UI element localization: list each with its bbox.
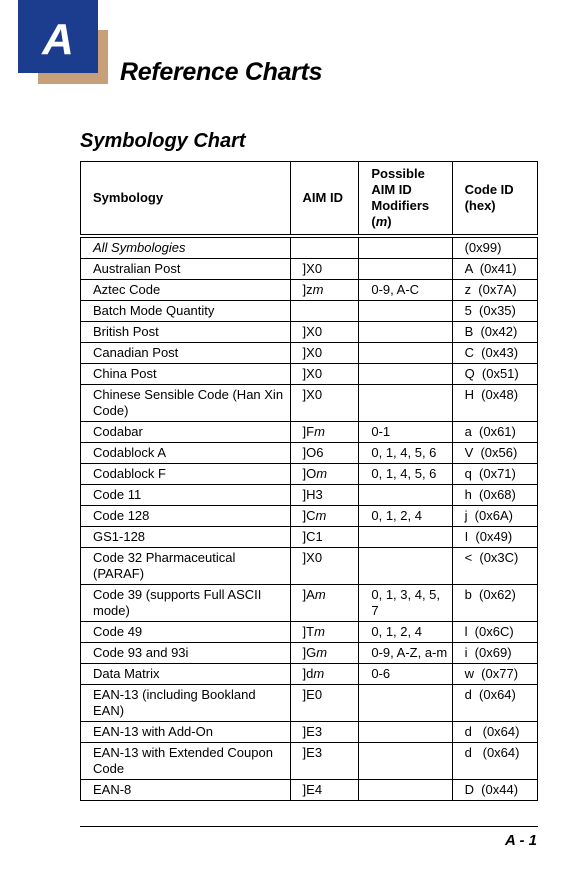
aim-id-prefix: ]X0 [302, 550, 323, 565]
header-modifiers: Possible AIM ID Modifiers (m) [359, 162, 452, 237]
table-row [81, 722, 538, 743]
cell-aim-id [290, 527, 359, 548]
cell-aim-id [290, 722, 359, 743]
cell-symbology: EAN-8 [81, 780, 291, 801]
cell-symbology: Code 93 and 93i [81, 643, 291, 664]
cell-symbology: Code 32 Pharmaceutical (PARAF) [81, 548, 291, 585]
cell-aim-id [290, 385, 359, 422]
aim-id-prefix: ]X0 [302, 261, 323, 276]
aim-id-modifier: m [314, 424, 325, 439]
aim-id-modifier: m [314, 624, 325, 639]
cell-symbology: China Post [81, 364, 291, 385]
table-row [81, 527, 538, 548]
footer-rule [80, 826, 538, 827]
cell-aim-id [290, 422, 359, 443]
cell-code-id: l (0x6C) [452, 622, 537, 643]
aim-id-prefix: ]E0 [302, 687, 323, 702]
cell-code-id: d (0x64) [452, 685, 537, 722]
cell-modifiers: 0, 1, 4, 5, 6 [359, 443, 452, 464]
header-symbology: Symbology [81, 162, 291, 237]
table-row [81, 664, 538, 685]
cell-aim-id [290, 301, 359, 322]
aim-id-modifier: m [316, 645, 328, 660]
cell-symbology: Aztec Code [81, 280, 291, 301]
cell-code-id: A (0x41) [452, 259, 537, 280]
aim-id-prefix: ]E3 [302, 724, 323, 739]
cell-aim-id [290, 506, 359, 527]
cell-modifiers [359, 722, 452, 743]
table-row [81, 422, 538, 443]
cell-code-id: H (0x48) [452, 385, 537, 422]
cell-modifiers: 0-9, A-C [359, 280, 452, 301]
cell-modifiers [359, 259, 452, 280]
table-row [81, 322, 538, 343]
table-body [81, 236, 538, 801]
aim-id-prefix: ]X0 [302, 387, 323, 402]
table-row [81, 685, 538, 722]
cell-aim-id [290, 664, 359, 685]
header-modifiers-m: m [375, 214, 388, 229]
table-header-row [81, 162, 538, 237]
cell-code-id: B (0x42) [452, 322, 537, 343]
cell-symbology: Code 39 (supports Full ASCII mode) [81, 585, 291, 622]
table-row [81, 548, 538, 585]
cell-modifiers: 0, 1, 2, 4 [359, 506, 452, 527]
aim-id-prefix: ]z [302, 282, 313, 297]
cell-code-id: h (0x68) [452, 485, 537, 506]
cell-modifiers [359, 385, 452, 422]
table-row [81, 464, 538, 485]
cell-symbology: EAN-13 with Extended Coupon Code [81, 743, 291, 780]
aim-id-prefix: ]G [302, 645, 317, 660]
table-row [81, 280, 538, 301]
table-row [81, 385, 538, 422]
cell-symbology: EAN-13 (including Bookland EAN) [81, 685, 291, 722]
cell-modifiers: 0-1 [359, 422, 452, 443]
cell-modifiers: 0, 1, 2, 4 [359, 622, 452, 643]
cell-aim-id [290, 464, 359, 485]
aim-id-prefix: ]O [302, 466, 317, 481]
cell-code-id: j (0x6A) [452, 506, 537, 527]
cell-symbology: Chinese Sensible Code (Han Xin Code) [81, 385, 291, 422]
cell-aim-id [290, 343, 359, 364]
cell-code-id: i (0x69) [452, 643, 537, 664]
cell-aim-id [290, 236, 359, 259]
cell-code-id: C (0x43) [452, 343, 537, 364]
cell-modifiers [359, 322, 452, 343]
cell-symbology: Codabar [81, 422, 291, 443]
aim-id-prefix: ]X0 [302, 324, 323, 339]
aim-id-prefix: ]X0 [302, 345, 323, 360]
table-row [81, 643, 538, 664]
cell-symbology: Codablock A [81, 443, 291, 464]
cell-aim-id [290, 364, 359, 385]
cell-code-id: 5 (0x35) [452, 301, 537, 322]
cell-symbology: Australian Post [81, 259, 291, 280]
cell-symbology: All Symbologies [81, 236, 291, 259]
header-code-id: Code ID (hex) [452, 162, 537, 237]
aim-id-prefix: ]A [302, 587, 315, 602]
cell-modifiers [359, 685, 452, 722]
cell-aim-id [290, 259, 359, 280]
aim-id-prefix: ]F [302, 424, 315, 439]
cell-modifiers: 0, 1, 3, 4, 5, 7 [359, 585, 452, 622]
cell-modifiers [359, 301, 452, 322]
cell-code-id: z (0x7A) [452, 280, 537, 301]
table-row [81, 743, 538, 780]
cell-aim-id [290, 485, 359, 506]
aim-id-prefix: ]C1 [302, 529, 323, 544]
page-number: A - 1 [505, 832, 537, 849]
cell-code-id: a (0x61) [452, 422, 537, 443]
chapter-letter: A [42, 15, 74, 64]
section-title: Symbology Chart [80, 130, 246, 152]
cell-modifiers: 0, 1, 4, 5, 6 [359, 464, 452, 485]
cell-symbology: Code 49 [81, 622, 291, 643]
aim-id-prefix: ]X0 [302, 366, 323, 381]
table-row [81, 506, 538, 527]
aim-id-modifier: m [315, 508, 327, 523]
aim-id-prefix: ]H3 [302, 487, 323, 502]
cell-code-id: w (0x77) [452, 664, 537, 685]
cell-aim-id [290, 780, 359, 801]
cell-symbology: Canadian Post [81, 343, 291, 364]
table-row [81, 364, 538, 385]
table-row [81, 259, 538, 280]
header-aim-id: AIM ID [290, 162, 359, 237]
cell-aim-id [290, 548, 359, 585]
cell-aim-id [290, 585, 359, 622]
table-row [81, 485, 538, 506]
cell-code-id: d (0x64) [452, 722, 537, 743]
aim-id-prefix: ]E3 [302, 745, 323, 760]
cell-aim-id [290, 322, 359, 343]
cell-code-id: D (0x44) [452, 780, 537, 801]
cell-symbology: Code 11 [81, 485, 291, 506]
cell-modifiers [359, 548, 452, 585]
table-row [81, 585, 538, 622]
aim-id-prefix: ]T [302, 624, 315, 639]
table-row [81, 343, 538, 364]
cell-symbology: Batch Mode Quantity [81, 301, 291, 322]
cell-code-id: < (0x3C) [452, 548, 537, 585]
cell-symbology: EAN-13 with Add-On [81, 722, 291, 743]
cell-symbology: GS1-128 [81, 527, 291, 548]
cell-code-id: d (0x64) [452, 743, 537, 780]
symbology-table [80, 161, 538, 801]
aim-id-modifier: m [314, 587, 326, 602]
aim-id-prefix: ]E4 [302, 782, 323, 797]
aim-id-prefix: ]d [302, 666, 314, 681]
table-row [81, 236, 538, 259]
cell-aim-id [290, 622, 359, 643]
cell-modifiers [359, 780, 452, 801]
aim-id-modifier: m [313, 666, 325, 681]
header-modifiers-text: Possible AIM ID Modifiers [371, 166, 430, 213]
cell-modifiers [359, 485, 452, 506]
cell-modifiers [359, 343, 452, 364]
cell-code-id: b (0x62) [452, 585, 537, 622]
cell-aim-id [290, 443, 359, 464]
cell-symbology: Codablock F [81, 464, 291, 485]
cell-modifiers: 0-6 [359, 664, 452, 685]
aim-id-modifier: m [312, 282, 324, 297]
cell-aim-id [290, 685, 359, 722]
cell-code-id: q (0x71) [452, 464, 537, 485]
chapter-title: Reference Charts [120, 58, 323, 86]
table-row [81, 780, 538, 801]
cell-symbology: British Post [81, 322, 291, 343]
cell-code-id: I (0x49) [452, 527, 537, 548]
cell-modifiers [359, 527, 452, 548]
cell-code-id: V (0x56) [452, 443, 537, 464]
cell-code-id: (0x99) [452, 236, 537, 259]
aim-id-modifier: m [316, 466, 328, 481]
aim-id-prefix: ]C [302, 508, 316, 523]
cell-code-id: Q (0x51) [452, 364, 537, 385]
cell-aim-id [290, 743, 359, 780]
cell-aim-id [290, 643, 359, 664]
cell-aim-id [290, 280, 359, 301]
table-row [81, 443, 538, 464]
aim-id-prefix: ]O6 [302, 445, 324, 460]
cell-symbology: Data Matrix [81, 664, 291, 685]
cell-modifiers [359, 743, 452, 780]
cell-modifiers [359, 236, 452, 259]
table-row [81, 622, 538, 643]
cell-modifiers: 0-9, A-Z, a-m [359, 643, 452, 664]
cell-modifiers [359, 364, 452, 385]
table-row [81, 301, 538, 322]
cell-symbology: Code 128 [81, 506, 291, 527]
